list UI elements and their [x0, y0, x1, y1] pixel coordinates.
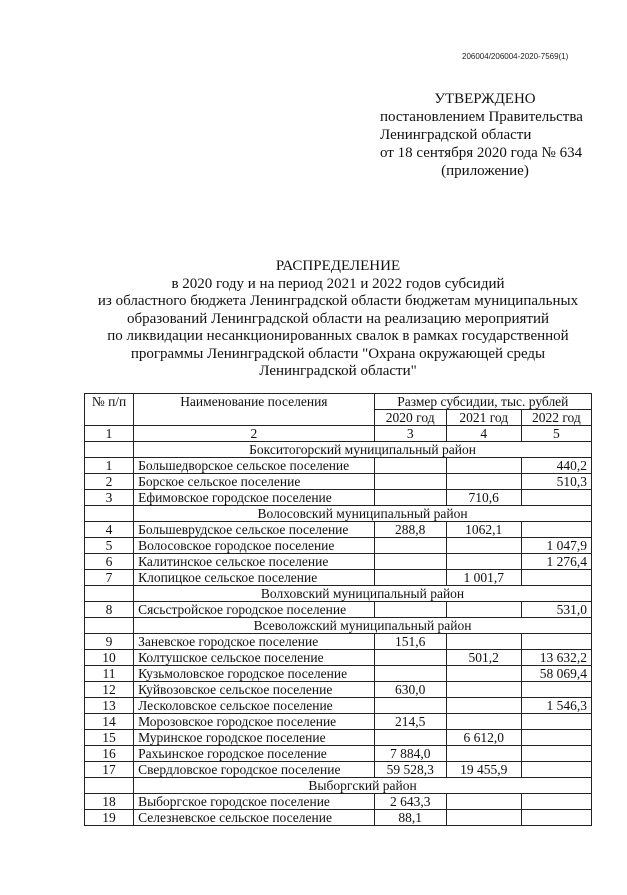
amount-2021	[446, 746, 521, 762]
district-row	[85, 442, 592, 458]
row-number: 5	[85, 538, 134, 554]
amount-2020	[374, 602, 446, 618]
settlement-name: Заневское городское поселение	[134, 634, 375, 650]
district-num-empty	[85, 618, 134, 634]
table-row	[85, 746, 592, 762]
table-row	[85, 490, 592, 506]
district-row	[85, 586, 592, 602]
amount-2021	[446, 474, 521, 490]
row-number: 10	[85, 650, 134, 666]
row-number: 11	[85, 666, 134, 682]
settlement-name: Калитинское сельское поселение	[134, 554, 375, 570]
amount-2020	[374, 490, 446, 506]
district-row	[85, 778, 592, 794]
settlement-name: Свердловское городское поселение	[134, 762, 375, 778]
district-name: Волховский муниципальный район	[134, 586, 592, 602]
table-row	[85, 810, 592, 826]
district-row	[85, 618, 592, 634]
settlement-name: Ефимовское городское поселение	[134, 490, 375, 506]
table-row	[85, 666, 592, 682]
amount-2020: 7 884,0	[374, 746, 446, 762]
approval-heading: УТВЕРЖДЕНО	[434, 91, 536, 107]
approval-stamp	[380, 90, 600, 180]
amount-2021: 6 612,0	[446, 730, 521, 746]
column-number-row	[85, 426, 592, 442]
district-num-empty	[85, 586, 134, 602]
amount-2022: 1 047,9	[521, 538, 591, 554]
settlement-name: Морозовское городское поселение	[134, 714, 375, 730]
amount-2021: 1062,1	[446, 522, 521, 538]
table-row	[85, 650, 592, 666]
table-row	[85, 522, 592, 538]
amount-2020: 88,1	[374, 810, 446, 826]
settlement-name: Выборгское городское поселение	[134, 794, 375, 810]
settlement-name: Сясьстройское городское поселение	[134, 602, 375, 618]
row-number: 13	[85, 698, 134, 714]
amount-2022	[521, 746, 591, 762]
settlement-name: Большедворское сельское поселение	[134, 458, 375, 474]
amount-2020: 288,8	[374, 522, 446, 538]
settlement-name: Лесколовское сельское поселение	[134, 698, 375, 714]
column-number: 4	[446, 426, 521, 442]
amount-2021	[446, 810, 521, 826]
amount-2020	[374, 650, 446, 666]
row-number: 14	[85, 714, 134, 730]
title-line: программы Ленинградской области "Охрана окружающей среды	[130, 345, 546, 362]
amount-2020	[374, 538, 446, 554]
amount-2020: 630,0	[374, 682, 446, 698]
settlement-name: Селезневское сельское поселение	[134, 810, 375, 826]
table-row	[85, 634, 592, 650]
header-name: Наименование поселения	[134, 394, 375, 426]
amount-2020	[374, 458, 446, 474]
document-title	[84, 258, 592, 381]
district-name: Выборгский район	[134, 778, 592, 794]
table-row	[85, 762, 592, 778]
amount-2022	[521, 794, 591, 810]
table-row	[85, 458, 592, 474]
amount-2020: 2 643,3	[374, 794, 446, 810]
title-heading: РАСПРЕДЕЛЕНИЕ	[275, 258, 401, 274]
row-number: 8	[85, 602, 134, 618]
row-number: 17	[85, 762, 134, 778]
amount-2021	[446, 554, 521, 570]
district-num-empty	[85, 442, 134, 458]
approval-line: Ленинградской области	[380, 127, 532, 143]
district-row	[85, 506, 592, 522]
amount-2021	[446, 698, 521, 714]
amount-2022: 440,2	[521, 458, 591, 474]
table-row	[85, 538, 592, 554]
table-row	[85, 554, 592, 570]
amount-2020: 59 528,3	[374, 762, 446, 778]
table-row	[85, 714, 592, 730]
row-number: 7	[85, 570, 134, 586]
row-number: 15	[85, 730, 134, 746]
title-line: образований Ленинградской области на реализацию мероприятий	[127, 310, 549, 327]
row-number: 2	[85, 474, 134, 490]
row-number: 12	[85, 682, 134, 698]
title-line: в 2020 году и на период 2021 и 2022 годов субсидий	[171, 275, 505, 292]
amount-2022	[521, 522, 591, 538]
settlement-name: Волосовское городское поселение	[134, 538, 375, 554]
row-number: 9	[85, 634, 134, 650]
district-name: Бокситогорский муниципальный район	[134, 442, 592, 458]
amount-2021: 501,2	[446, 650, 521, 666]
header-amount: Размер субсидии, тыс. рублей	[374, 394, 591, 410]
amount-2022	[521, 810, 591, 826]
header-2020: 2020 год	[374, 410, 446, 426]
amount-2022	[521, 762, 591, 778]
subsidy-table	[84, 393, 592, 826]
title-line: Ленинградской области"	[259, 363, 417, 379]
amount-2022	[521, 490, 591, 506]
header-2022: 2022 год	[521, 410, 591, 426]
amount-2020	[374, 698, 446, 714]
column-number: 5	[521, 426, 591, 442]
amount-2022: 1 276,4	[521, 554, 591, 570]
header-2021: 2021 год	[446, 410, 521, 426]
settlement-name: Борское сельское поселение	[134, 474, 375, 490]
amount-2021: 1 001,7	[446, 570, 521, 586]
amount-2020	[374, 666, 446, 682]
amount-2022	[521, 730, 591, 746]
district-name: Волосовский муниципальный район	[134, 506, 592, 522]
amount-2022	[521, 570, 591, 586]
column-number: 2	[134, 426, 375, 442]
column-number: 3	[374, 426, 446, 442]
amount-2020	[374, 730, 446, 746]
amount-2021	[446, 602, 521, 618]
amount-2022: 58 069,4	[521, 666, 591, 682]
table-row	[85, 474, 592, 490]
amount-2022: 13 632,2	[521, 650, 591, 666]
row-number: 16	[85, 746, 134, 762]
table-row	[85, 698, 592, 714]
settlement-name: Куйвозовское сельское поселение	[134, 682, 375, 698]
title-line: по ликвидации несанкционированных свалок в рамках государственной	[107, 328, 569, 344]
amount-2021	[446, 538, 521, 554]
amount-2021	[446, 458, 521, 474]
approval-line: (приложение)	[441, 163, 529, 179]
row-number: 1	[85, 458, 134, 474]
amount-2020: 151,6	[374, 634, 446, 650]
row-number: 4	[85, 522, 134, 538]
settlement-name: Клопицкое сельское поселение	[134, 570, 375, 586]
table-row	[85, 602, 592, 618]
settlement-name: Большеврудское сельское поселение	[134, 522, 375, 538]
amount-2020	[374, 474, 446, 490]
approval-line: постановлением Правительства	[380, 109, 583, 125]
document-id: 206004/206004-2020-7569(1)	[462, 52, 569, 61]
district-num-empty	[85, 506, 134, 522]
amount-2022	[521, 714, 591, 730]
amount-2021: 710,6	[446, 490, 521, 506]
settlement-name: Муринское городское поселение	[134, 730, 375, 746]
amount-2021	[446, 682, 521, 698]
amount-2021	[446, 634, 521, 650]
settlement-name: Рахьинское городское поселение	[134, 746, 375, 762]
approval-line: от 18 сентября 2020 года № 634	[380, 145, 583, 161]
amount-2022	[521, 682, 591, 698]
row-number: 18	[85, 794, 134, 810]
amount-2021	[446, 714, 521, 730]
table-row	[85, 730, 592, 746]
district-name: Всеволожский муниципальный район	[134, 618, 592, 634]
settlement-name: Колтушское сельское поселение	[134, 650, 375, 666]
row-number: 19	[85, 810, 134, 826]
district-num-empty	[85, 778, 134, 794]
amount-2022	[521, 634, 591, 650]
amount-2021	[446, 666, 521, 682]
column-number: 1	[85, 426, 134, 442]
settlement-name: Кузьмоловское городское поселение	[134, 666, 375, 682]
amount-2021: 19 455,9	[446, 762, 521, 778]
title-line: из областного бюджета Ленинградской области бюджетам муниципальных	[97, 293, 579, 309]
table-row	[85, 570, 592, 586]
amount-2020	[374, 570, 446, 586]
amount-2022: 531,0	[521, 602, 591, 618]
row-number: 6	[85, 554, 134, 570]
amount-2022: 510,3	[521, 474, 591, 490]
table-header-row	[85, 394, 592, 410]
header-num: № п/п	[85, 394, 134, 426]
amount-2020	[374, 554, 446, 570]
table-row	[85, 682, 592, 698]
table-row	[85, 794, 592, 810]
amount-2022: 1 546,3	[521, 698, 591, 714]
row-number: 3	[85, 490, 134, 506]
amount-2020: 214,5	[374, 714, 446, 730]
amount-2021	[446, 794, 521, 810]
